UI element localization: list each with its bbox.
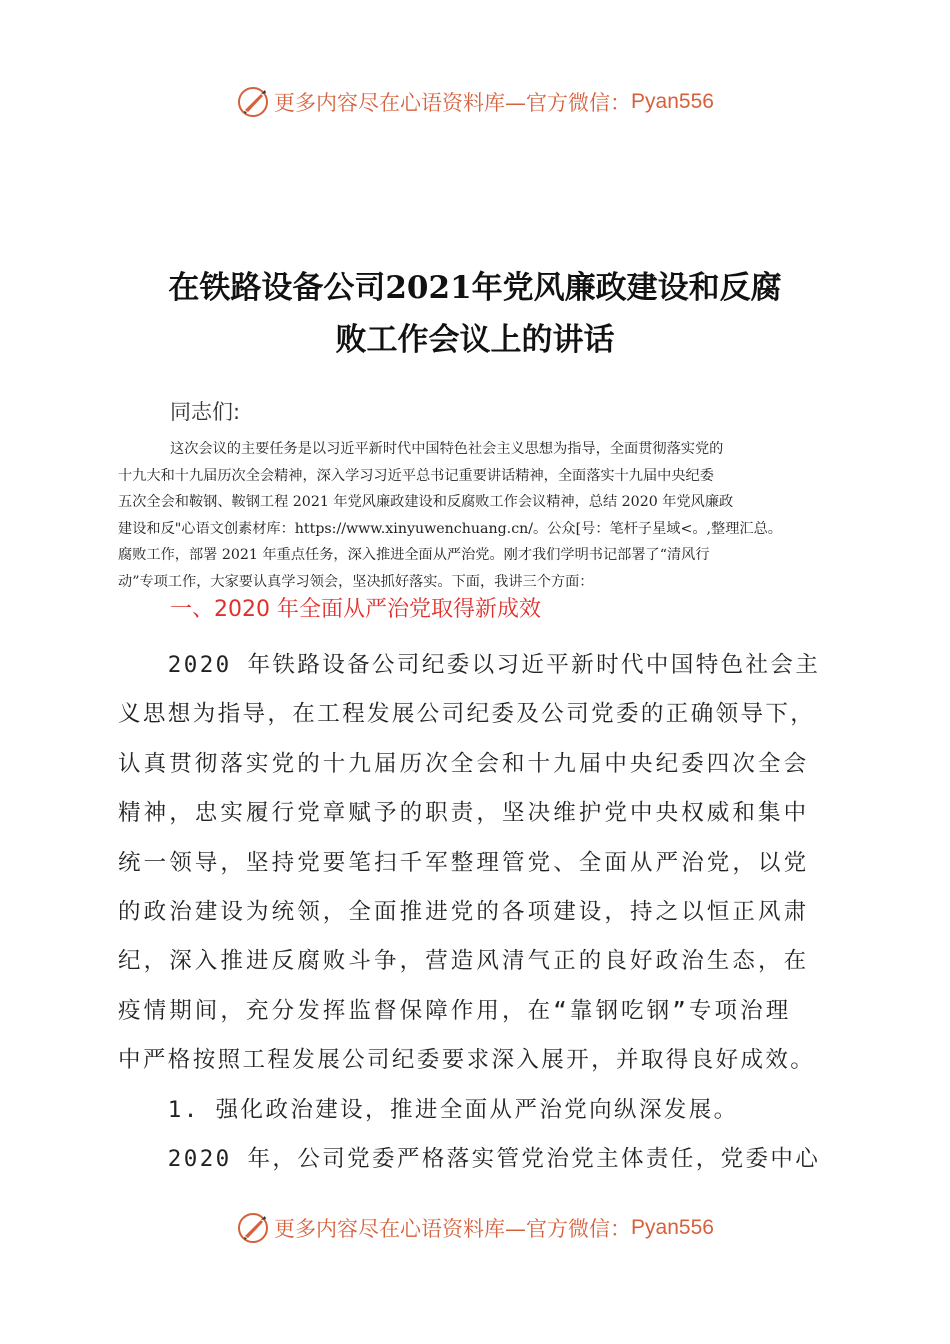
title-line-2: 败工作会议上的讲话: [335, 322, 615, 358]
watermark-banner-top: [0, 82, 950, 122]
body-line: 精神，忠实履行党章赋予的职责，坚决维护党中央权威和集中: [118, 800, 810, 827]
section-heading-1: 一、2020 年全面从严治党取得新成效: [170, 597, 541, 622]
body-line: 的政治建设为统领，全面推进党的各项建设，持之以恒正风肃: [118, 899, 810, 926]
quill-logo-icon: [236, 1211, 270, 1245]
body-line: 2020 年，公司党委严格落实管党治党主体责任，党委中心: [118, 1146, 821, 1173]
intro-paragraph: [118, 436, 838, 596]
body-line: 认真贯彻落实党的十九届历次全会和十九届中央纪委四次全会: [118, 750, 810, 777]
intro-line: 五次全会和鞍钢、鞍钢工程 2021 年党风廉政建设和反腐败工作会议精神，总结 2020 年党风廉政: [118, 494, 734, 511]
page-title: [100, 262, 850, 366]
body-line: 2020 年铁路设备公司纪委以习近平新时代中国特色社会主: [118, 652, 821, 678]
watermark-text: 更多内容尽在心语资料库—官方微信：: [274, 1217, 632, 1241]
title-line-1: 在铁路设备公司2021年党风廉政建设和反腐: [168, 270, 782, 306]
watermark-banner-bottom: [0, 1208, 950, 1248]
intro-line: 建设和反"心语文创素材库：https://www.xinyuwenchuang.cn/。公众[号：笔杆子星域<。,整理汇总。: [118, 520, 782, 537]
watermark-wechat-id: Pyan556: [631, 1216, 714, 1239]
greeting: 同志们:: [170, 400, 241, 424]
list-item-1: 1. 强化政治建设，推进全面从严治党向纵深发展。: [118, 1096, 739, 1123]
quill-logo-icon: [236, 85, 270, 119]
intro-line: 十九大和十九届历次全会精神，深入学习习近平总书记重要讲话精神，全面落实十九届中央纪委: [118, 467, 714, 484]
watermark-wechat-id: Pyan556: [631, 90, 714, 113]
body-line: 义思想为指导，在工程发展公司纪委及公司党委的正确领导下，: [118, 701, 816, 728]
watermark-text: 更多内容尽在心语资料库—官方微信：: [274, 91, 632, 115]
section-1-body: [118, 641, 838, 1184]
body-line: 统一领导，坚持党要笔扫千军整理管党、全面从严治党，以党: [118, 849, 810, 876]
body-line: 中严格按照工程发展公司纪委要求深入展开，并取得良好成效。: [118, 1047, 816, 1074]
body-line: 纪，深入推进反腐败斗争，营造风清气正的良好政治生态，在: [118, 948, 810, 975]
intro-line: 动”专项工作，大家要认真学习领会，坚决抓好落实。下面，我讲三个方面：: [118, 573, 594, 590]
body-line: 疫情期间，充分发挥监督保障作用，在“靠钢吃钢”专项治理: [118, 997, 792, 1024]
intro-line: 这次会议的主要任务是以习近平新时代中国特色社会主义思想为指导，全面贯彻落实党的: [170, 441, 724, 457]
intro-line: 腐败工作，部署 2021 年重点任务，深入推进全面从严治党。刚才我们学明书记部署了“清风行: [118, 547, 710, 564]
